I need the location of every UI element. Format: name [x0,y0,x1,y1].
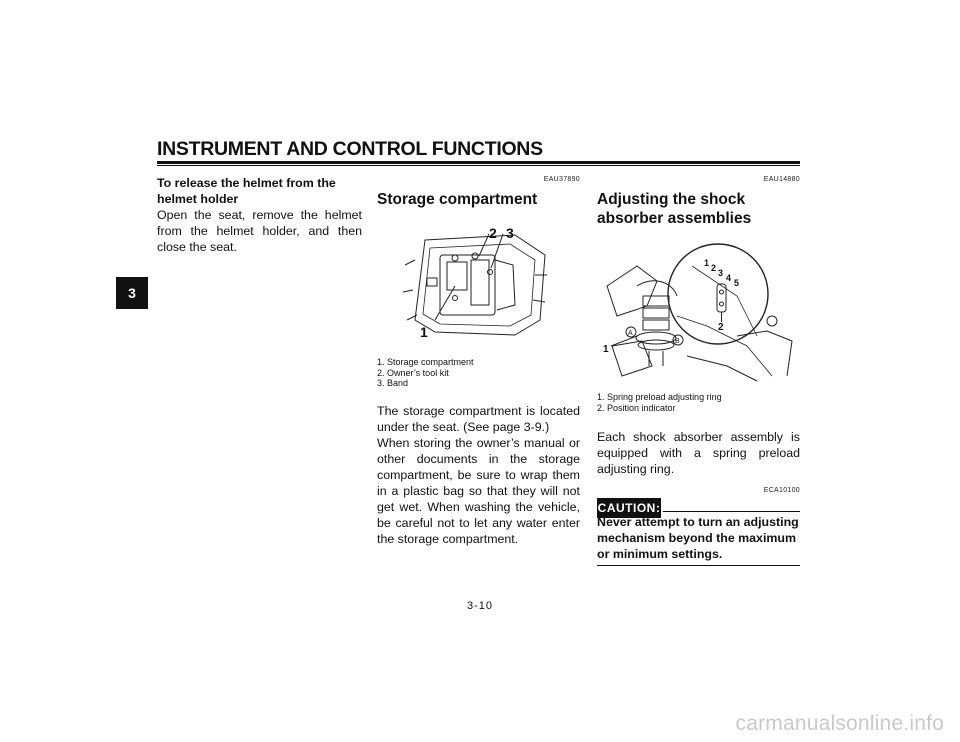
scale-mark-5: 5 [734,278,740,288]
left-column [157,175,362,255]
caution-text: Never attempt to turn an adjusting mechanism beyond the maximum or minimum settings. [597,515,799,561]
storage-captions [377,357,580,547]
shock-caption-2: 2. Position indicator [597,402,676,413]
chapter-tab: 3 [116,277,148,309]
header-rule-thin [157,165,800,166]
helmet-subheading-line2: helmet holder [157,192,239,206]
scale-mark-2: 2 [711,263,717,273]
storage-title: Storage compartment [377,191,538,208]
storage-caption-3: 3. Band [377,378,409,388]
storage-ref-code: EAU37890 [543,176,580,183]
figure-label-3: 3 [506,225,514,241]
shock-title-line1: Adjusting the shock [597,191,746,208]
helmet-subheading-line1: To release the helmet from the [157,176,336,190]
shock-caption-list [597,392,800,413]
storage-body-1: The storage compartment is located under the seat. (See page 3-9.) [377,403,580,434]
storage-compartment-figure [395,220,555,350]
page-number: 3-10 [466,600,494,612]
scale-mark-3: 3 [718,268,724,278]
storage-caption-2: 2. Owner’s tool kit [377,367,449,378]
figure-label-2: 2 [489,225,497,241]
shock-ref-code: EAU14880 [763,176,800,183]
shock-figure-label-1: 1 [603,344,609,355]
shock-caption-1: 1. Spring preload adjusting ring [597,392,722,402]
storage-body-2: When storing the owner’s manual or other documents in the storage compartment, be sure to wrap them in a plastic bag so that they will not get wet. When washing the vehicle, be careful not to let any water enter the storage compartment. [377,435,580,546]
shock-absorber-figure [597,226,797,384]
figure-label-a: A [628,330,633,337]
caution-ref-code: ECA10100 [763,487,800,494]
watermark: carmanualsonline.info [735,712,944,735]
shock-section [597,172,800,228]
header-rule [157,161,800,164]
caution-rule-bottom [597,565,800,566]
page-title: INSTRUMENT AND CONTROL FUNCTIONS [157,138,543,160]
storage-caption-list [377,357,580,389]
scale-mark-4: 4 [726,273,732,283]
figure-label-b: B [675,338,680,345]
figure-label-1: 1 [420,324,428,340]
shock-body: Each shock absorber assembly is equipped with a spring preload adjusting ring. [597,430,800,476]
caution-label: CAUTION: [597,498,661,518]
storage-caption-1: 1. Storage compartment [377,357,474,367]
helmet-body: Open the seat, remove the helmet from the helmet holder, and then close the seat. [157,208,362,254]
scale-mark-1: 1 [704,258,710,268]
caution-rule-top [663,511,800,512]
shock-captions [597,392,800,477]
shock-title-line2: absorber assemblies [597,210,752,227]
storage-section [377,172,580,209]
shock-figure-label-2: 2 [718,322,724,333]
